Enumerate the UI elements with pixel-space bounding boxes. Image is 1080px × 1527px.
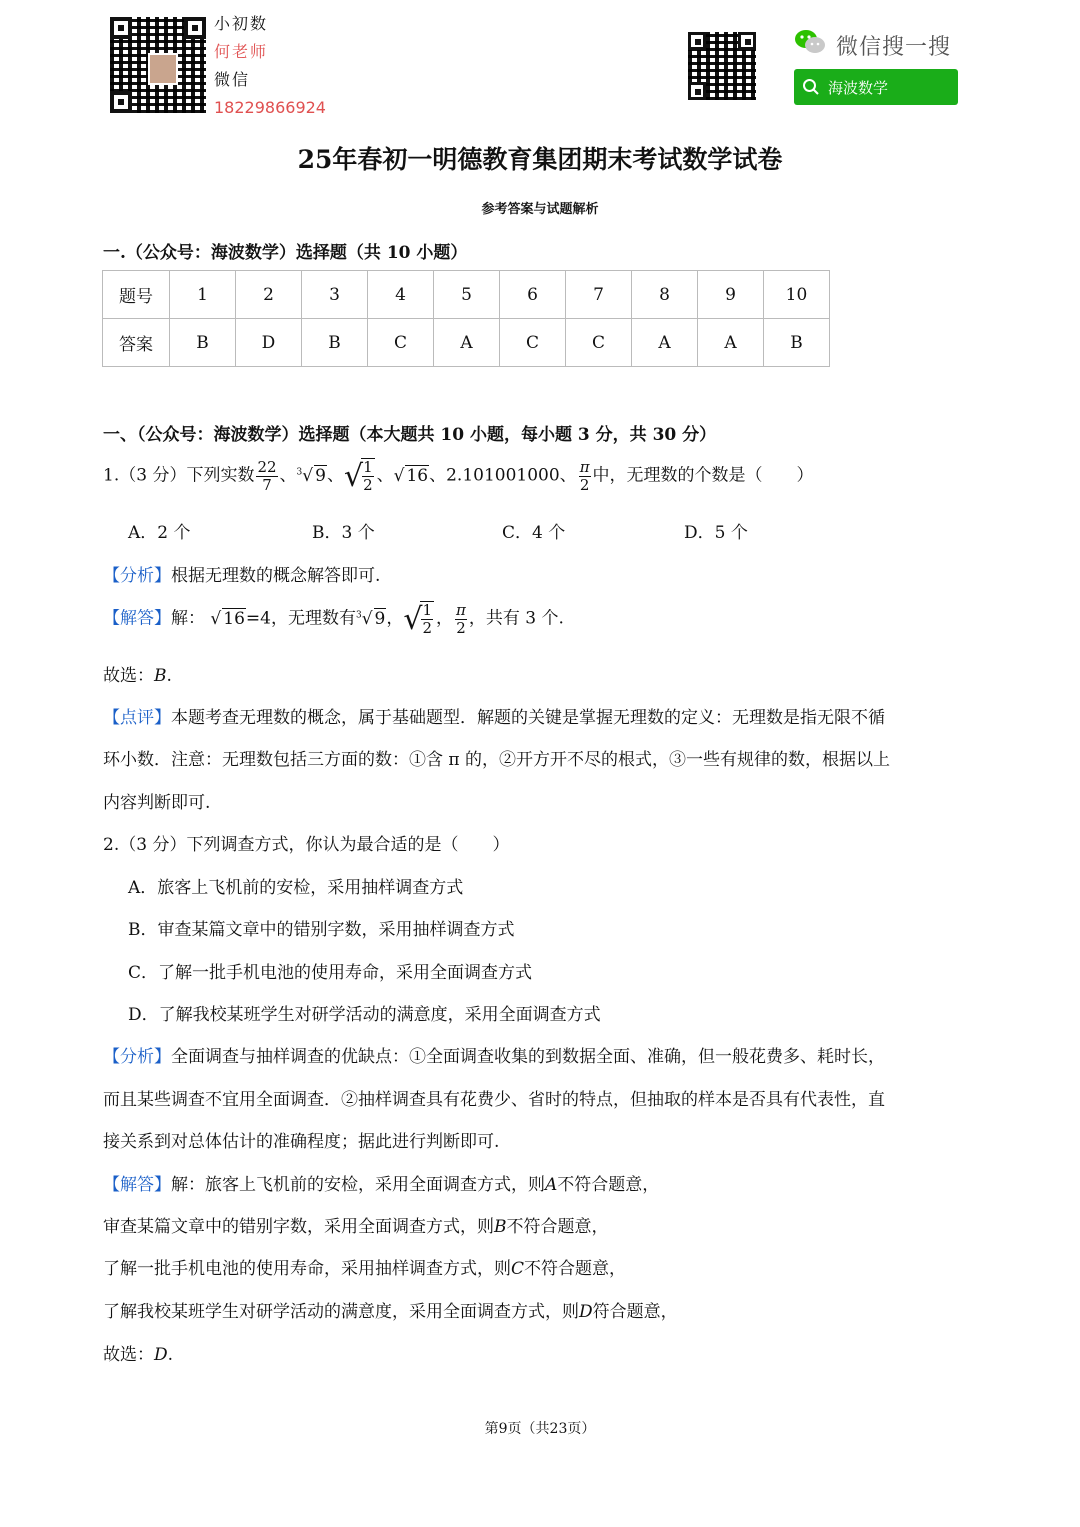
answer-text: 审查某篇文章中的错别字数，采用全面调查方式，则 bbox=[103, 1217, 494, 1237]
table-cell: B bbox=[170, 319, 236, 367]
table-cell: A bbox=[632, 319, 698, 367]
denominator: 2 bbox=[456, 618, 466, 637]
numerator: π bbox=[456, 600, 466, 619]
q2-answer-line3 bbox=[103, 1254, 626, 1279]
table-cell: 6 bbox=[500, 271, 566, 319]
section1-heading: 一.（公众号：海波数学）选择题（共 10 小题） bbox=[103, 243, 468, 263]
separator: 、 bbox=[326, 465, 344, 486]
answer-text: 了解我校某班学生对研学活动的满意度，采用全面调查方式，则 bbox=[103, 1302, 579, 1322]
table-cell: 7 bbox=[566, 271, 632, 319]
q2-answer-line4 bbox=[103, 1297, 678, 1322]
choice-end: . bbox=[167, 1345, 174, 1365]
q2-option-a: A．旅客上飞机前的安检，采用抽样调查方式 bbox=[128, 878, 464, 898]
choice-label: 故选： bbox=[103, 666, 154, 686]
wechat-search-box bbox=[794, 69, 958, 105]
analysis-text: 根据无理数的概念解答即可. bbox=[171, 566, 381, 586]
teacher-photo bbox=[148, 53, 178, 85]
answer-end: ，共有 3 个. bbox=[468, 608, 564, 629]
sqrt-16: √ 16 bbox=[393, 465, 429, 486]
separator: ， bbox=[386, 608, 404, 629]
answer-text: 符合题意， bbox=[592, 1302, 678, 1322]
search-box-text: 海波数学 bbox=[828, 78, 889, 97]
wechat-logo-icon bbox=[794, 28, 826, 56]
answer-intro: 解： bbox=[171, 608, 205, 629]
table-cell: 1 bbox=[170, 271, 236, 319]
q1-stem-end: 中，无理数的个数是（ ） bbox=[592, 465, 814, 486]
analysis-text: 全面调查与抽样调查的优缺点：①全面调查收集的到数据全面、准确，但一般花费多、耗时长， bbox=[171, 1047, 885, 1067]
denominator: 2 bbox=[363, 476, 373, 494]
denominator: 2 bbox=[579, 475, 590, 494]
q2-choice bbox=[103, 1340, 173, 1365]
qr-caption-line: 何老师 bbox=[214, 42, 269, 61]
table-cell: 5 bbox=[434, 271, 500, 319]
table-cell: D bbox=[236, 319, 302, 367]
radicand: 9 bbox=[315, 465, 326, 486]
separator: ， bbox=[436, 608, 454, 629]
table-cell: C bbox=[368, 319, 434, 367]
table-cell: 9 bbox=[698, 271, 764, 319]
sqrt-half: √ $\frac{1}{2}$ bbox=[343, 458, 373, 494]
choice-letter: B bbox=[154, 666, 167, 686]
answer-text: 不符合题意， bbox=[557, 1175, 660, 1195]
qr-caption bbox=[214, 10, 326, 122]
answer-var: A bbox=[545, 1175, 558, 1195]
q1-choice bbox=[103, 661, 172, 686]
wechat-search-label: 微信搜一搜 bbox=[836, 35, 952, 60]
q2-option-c: C．了解一批手机电池的使用寿命，采用全面调查方式 bbox=[128, 963, 533, 983]
table-row bbox=[103, 319, 830, 367]
table-cell: 4 bbox=[368, 271, 434, 319]
table-cell: C bbox=[566, 319, 632, 367]
q2-answer bbox=[103, 1170, 659, 1195]
table-cell: 10 bbox=[764, 271, 830, 319]
q2-analysis-line2: 而且某些调查不宜用全面调查．②抽样调查具有花费少、省时的特点，但抽取的样本是否具有代表性，直 bbox=[103, 1090, 885, 1110]
q1-option-a: A．2 个 bbox=[128, 523, 191, 543]
fraction-22-7 bbox=[256, 459, 277, 494]
q1-comment-line2: 环小数．注意：无理数包括三方面的数：①含 π 的，②开方开不尽的根式，③一些有规律的数，根据以上 bbox=[103, 750, 890, 770]
q1-comment-line3: 内容判断即可. bbox=[103, 793, 211, 813]
choice-letter: D bbox=[154, 1345, 168, 1365]
decimal-number: 、2.101001000、 bbox=[429, 465, 577, 486]
table-cell: 8 bbox=[632, 271, 698, 319]
table-cell: A bbox=[698, 319, 764, 367]
q1-comment bbox=[103, 703, 885, 728]
fraction-pi-2 bbox=[455, 602, 467, 637]
denominator: 7 bbox=[262, 475, 272, 494]
sqrt-half: √ $\frac{1}{2}$ bbox=[403, 601, 433, 637]
table-cell: 2 bbox=[236, 271, 302, 319]
q1-option-d: D．5 个 bbox=[684, 523, 748, 543]
q2-option-d: D．了解我校某班学生对研学活动的满意度，采用全面调查方式 bbox=[128, 1005, 601, 1025]
table-cell: C bbox=[500, 319, 566, 367]
table-header-cell: 答案 bbox=[103, 319, 170, 367]
q2-answer-line2 bbox=[103, 1212, 609, 1237]
denominator: 2 bbox=[422, 619, 433, 637]
fraction-pi-2 bbox=[579, 459, 591, 494]
q2-analysis-line3: 接关系到对总体估计的准确程度；据此进行判断即可. bbox=[103, 1132, 500, 1152]
answer-tag: 【解答】 bbox=[103, 1175, 171, 1195]
table-cell: A bbox=[434, 319, 500, 367]
q1-answer bbox=[103, 601, 564, 637]
q1-stem bbox=[103, 458, 814, 494]
answer-var: D bbox=[579, 1302, 593, 1322]
numerator: π bbox=[579, 457, 590, 476]
qr-caption-line: 微信 bbox=[214, 70, 251, 89]
separator: 、 bbox=[279, 465, 297, 486]
answer-text: =4，无理数有 bbox=[245, 608, 356, 629]
qr-code-right bbox=[688, 32, 756, 100]
page-subtitle: 参考答案与试题解析 bbox=[481, 202, 599, 217]
cube-root-9: $^3$√ 9 bbox=[355, 608, 386, 629]
table-cell: 3 bbox=[302, 271, 368, 319]
analysis-tag: 【分析】 bbox=[103, 1047, 171, 1067]
choice-label: 故选： bbox=[103, 1345, 154, 1365]
q1-option-c: C．4 个 bbox=[502, 523, 566, 543]
answer-text: 解：旅客上飞机前的安检，采用全面调查方式，则 bbox=[171, 1175, 545, 1195]
numerator: 1 bbox=[422, 601, 433, 619]
radicand: 9 bbox=[374, 608, 386, 629]
q2-option-b: B．审查某篇文章中的错别字数，采用抽样调查方式 bbox=[128, 920, 515, 940]
q2-stem: 2.（3 分）下列调查方式，你认为最合适的是（ ） bbox=[103, 835, 510, 855]
search-icon bbox=[802, 78, 820, 96]
section2-heading: 一、（公众号：海波数学）选择题（本大题共 10 小题，每小题 3 分，共 30 分） bbox=[103, 425, 717, 445]
table-header-cell: 题号 bbox=[103, 271, 170, 319]
qr-caption-line: 小初数 bbox=[214, 14, 269, 33]
answer-table bbox=[102, 270, 830, 367]
radicand: 16 bbox=[406, 465, 429, 486]
table-cell: B bbox=[764, 319, 830, 367]
sqrt-16: √ 16 bbox=[210, 608, 245, 629]
choice-end: . bbox=[166, 666, 172, 686]
cube-root-9: $^3$√ 9 bbox=[296, 465, 326, 486]
answer-text: 不符合题意， bbox=[524, 1259, 627, 1279]
answer-var: B bbox=[494, 1217, 507, 1237]
numerator: 1 bbox=[363, 458, 373, 476]
q1-analysis bbox=[103, 561, 380, 586]
comment-text: 本题考查无理数的概念，属于基础题型．解题的关键是掌握无理数的定义：无理数是指无限不循 bbox=[171, 708, 885, 728]
page-footer: 第9页（共23页） bbox=[484, 1421, 596, 1437]
answer-text: 了解一批手机电池的使用寿命，采用抽样调查方式，则 bbox=[103, 1259, 511, 1279]
q1-stem-start: 1.（3 分）下列实数 bbox=[103, 465, 255, 486]
answer-text: 不符合题意， bbox=[506, 1217, 609, 1237]
analysis-tag: 【分析】 bbox=[103, 566, 171, 586]
page-title: 25年春初一明德教育集团期末考试数学试卷 bbox=[297, 145, 783, 174]
separator: 、 bbox=[376, 465, 394, 486]
q2-analysis bbox=[103, 1042, 885, 1067]
phone-number: 18229866924 bbox=[214, 98, 326, 117]
radicand: 16 bbox=[223, 608, 245, 629]
comment-tag: 【点评】 bbox=[103, 708, 171, 728]
q1-option-b: B．3 个 bbox=[312, 523, 375, 543]
table-cell: B bbox=[302, 319, 368, 367]
answer-var: C bbox=[511, 1259, 525, 1279]
table-row bbox=[103, 271, 830, 319]
answer-tag: 【解答】 bbox=[103, 608, 171, 629]
qr-code-left bbox=[110, 17, 206, 113]
numerator: 22 bbox=[257, 457, 277, 476]
